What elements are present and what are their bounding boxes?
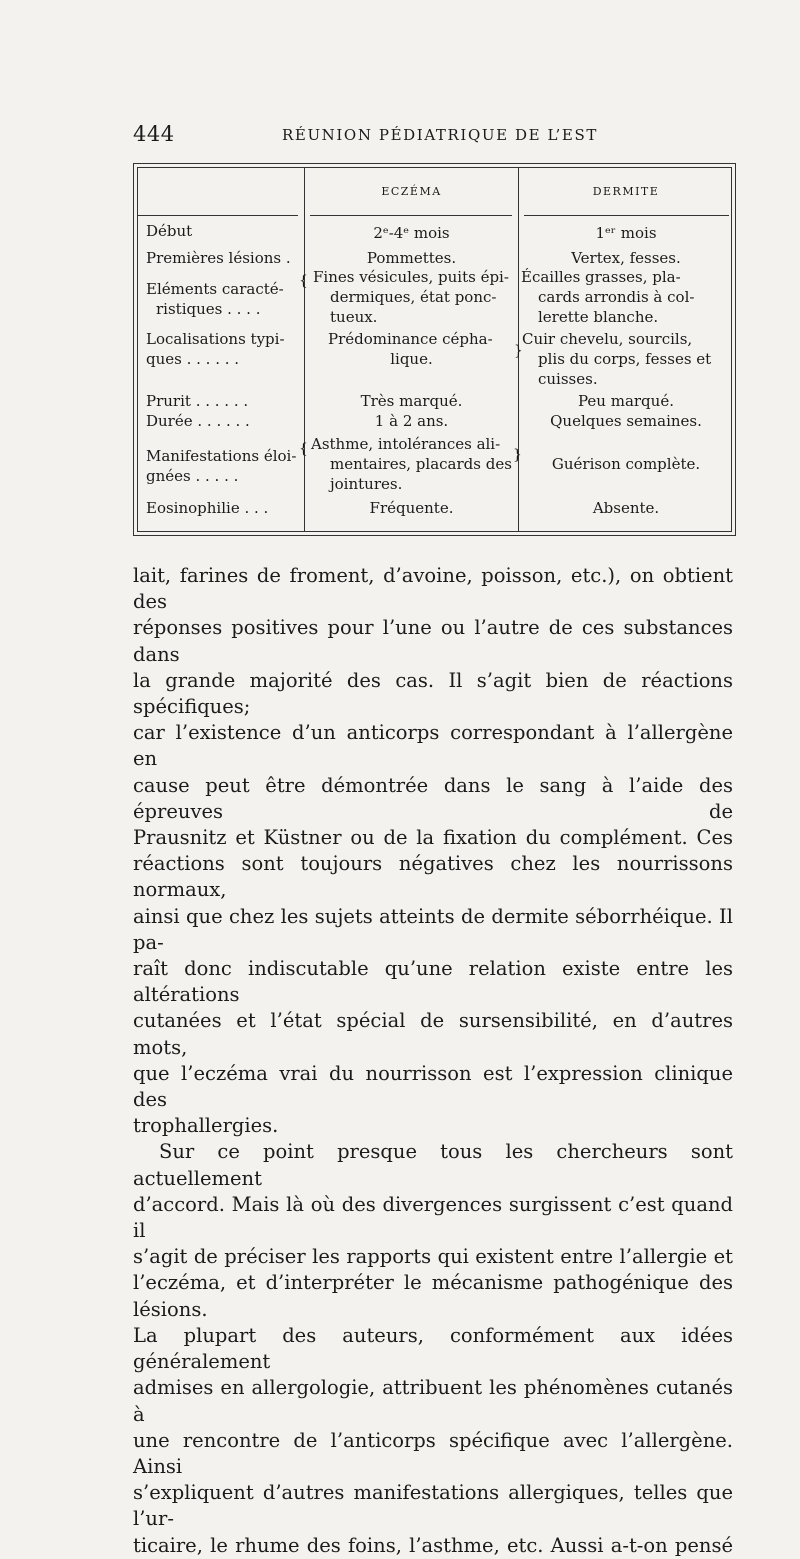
paragraph xyxy=(133,1139,733,1558)
text-line: raît donc indiscutable qu’une relation existe entre les altérations xyxy=(133,957,733,1007)
row-label-eosinophilie: Eosinophilie . . . xyxy=(146,499,269,517)
text-line: s’agit de préciser les rapports qui existent entre l’allergie et xyxy=(133,1245,733,1269)
cell-dermite: cards arrondis à col- xyxy=(538,288,695,306)
cell-dermite: 1ᵉʳ mois xyxy=(595,224,657,242)
cell-dermite: Guérison complète. xyxy=(551,455,701,473)
cell-dermite: Peu marqué. xyxy=(578,392,674,410)
cell-dermite: plis du corps, fesses et xyxy=(538,350,712,368)
column-header-eczema: ECZÉMA xyxy=(381,185,442,198)
text-line: lait, farines de froment, d’avoine, poisson, etc.), on obtient des xyxy=(133,564,733,614)
text-line: que l’eczéma vrai du nourrisson est l’expression clinique des xyxy=(133,1061,733,1112)
brace-icon: { xyxy=(299,273,308,289)
text-line: trophallergies. xyxy=(133,1114,279,1138)
header-rule xyxy=(138,215,298,216)
row-label-debut: Début xyxy=(146,222,193,240)
cell-dermite: Vertex, fesses. xyxy=(571,249,681,267)
cell-eczema: tueux. xyxy=(330,308,378,326)
row-label-elements: Eléments caracté- xyxy=(146,280,284,298)
running-title: RÉUNION PÉDIATRIQUE DE L’EST xyxy=(282,126,598,144)
body-text xyxy=(133,563,733,1559)
text-line: ticaire, le rhume des foins, l’asthme, etc. Aussi a-t-on pensé xyxy=(133,1533,733,1557)
paragraph xyxy=(133,563,733,1139)
header-rule xyxy=(310,215,512,216)
cell-eczema: 2ᵉ-4ᵉ mois xyxy=(373,224,450,242)
cell-dermite: Écailles grasses, pla- xyxy=(521,268,681,286)
cell-dermite: Absente. xyxy=(592,499,660,517)
row-label-manifestations-cont: gnées . . . . . xyxy=(146,467,239,485)
text-line: La plupart des auteurs, conformément aux idées généralement xyxy=(133,1323,733,1374)
cell-eczema: jointures. xyxy=(330,475,403,493)
cell-dermite: Cuir chevelu, sourcils, xyxy=(522,330,693,348)
column-header-dermite: DERMITE xyxy=(592,185,660,198)
comparison-table xyxy=(133,163,736,536)
cell-eczema: dermiques, état ponc- xyxy=(330,288,497,306)
cell-eczema: Prédominance cépha- xyxy=(328,330,493,348)
cell-dermite: lerette blanche. xyxy=(538,308,659,326)
running-head xyxy=(0,122,800,146)
row-label-prurit: Prurit . . . . . . xyxy=(146,392,249,410)
cell-eczema: Fines vésicules, puits épi- xyxy=(313,268,509,286)
row-label-premieres-lesions: Premières lésions . xyxy=(146,249,291,267)
text-line: s’expliquent d’autres manifestations allergiques, telles que l’ur- xyxy=(133,1481,733,1531)
text-line: réactions sont toujours négatives chez les nourrissons normaux, xyxy=(133,852,733,902)
brace-icon: } xyxy=(514,343,523,359)
row-label-localisations: Localisations typi- xyxy=(146,330,285,348)
text-line: l’eczéma, et d’interpréter le mécanisme pathogénique des lésions. xyxy=(133,1271,733,1321)
text-line: ainsi que chez les sujets atteints de dermite séborrhéique. Il pa- xyxy=(133,904,733,954)
cell-eczema: 1 à 2 ans. xyxy=(374,412,449,430)
text-line: admises en allergologie, attribuent les phénomènes cutanés à xyxy=(133,1376,733,1426)
text-line: cutanées et l’état spécial de sursensibilité, en d’autres mots, xyxy=(133,1009,733,1059)
brace-icon: } xyxy=(513,447,522,463)
row-label-manifestations: Manifestations éloi- xyxy=(146,447,297,465)
cell-eczema: Pommettes. xyxy=(366,249,457,267)
text-line: Sur ce point presque tous les chercheurs sont actuellement xyxy=(133,1140,733,1190)
row-label-duree: Durée . . . . . . xyxy=(146,412,250,430)
text-line: car l’existence d’un anticorps correspondant à l’allergène en xyxy=(133,721,733,771)
cell-eczema: lique. xyxy=(390,350,433,368)
text-line: la grande majorité des cas. Il s’agit bien de réactions spécifiques; xyxy=(133,668,733,719)
text-line: d’accord. Mais là où des divergences surgissent c’est quand il xyxy=(133,1192,733,1243)
header-rule xyxy=(524,215,729,216)
cell-eczema: Fréquente. xyxy=(369,499,454,517)
row-label-localisations-cont: ques . . . . . . xyxy=(146,350,240,368)
cell-dermite: cuisses. xyxy=(538,370,598,388)
cell-eczema: Asthme, intolérances ali- xyxy=(311,435,501,453)
brace-icon: { xyxy=(299,441,308,457)
text-line: Prausnitz et Küstner ou de la fixation du complément. Ces xyxy=(133,826,733,850)
cell-dermite: Quelques semaines. xyxy=(550,412,702,430)
text-line: réponses positives pour l’une ou l’autre de ces substances dans xyxy=(133,616,733,666)
row-label-elements-cont: ristiques . . . . xyxy=(156,300,261,318)
text-line: cause peut être démontrée dans le sang à l’aide des épreuves de xyxy=(133,773,733,823)
cell-eczema: Très marqué. xyxy=(360,392,463,410)
text-line: une rencontre de l’anticorps spécifique avec l’allergène. Ainsi xyxy=(133,1428,733,1478)
cell-eczema: mentaires, placards des xyxy=(330,455,512,473)
page-number: 444 xyxy=(133,122,175,146)
